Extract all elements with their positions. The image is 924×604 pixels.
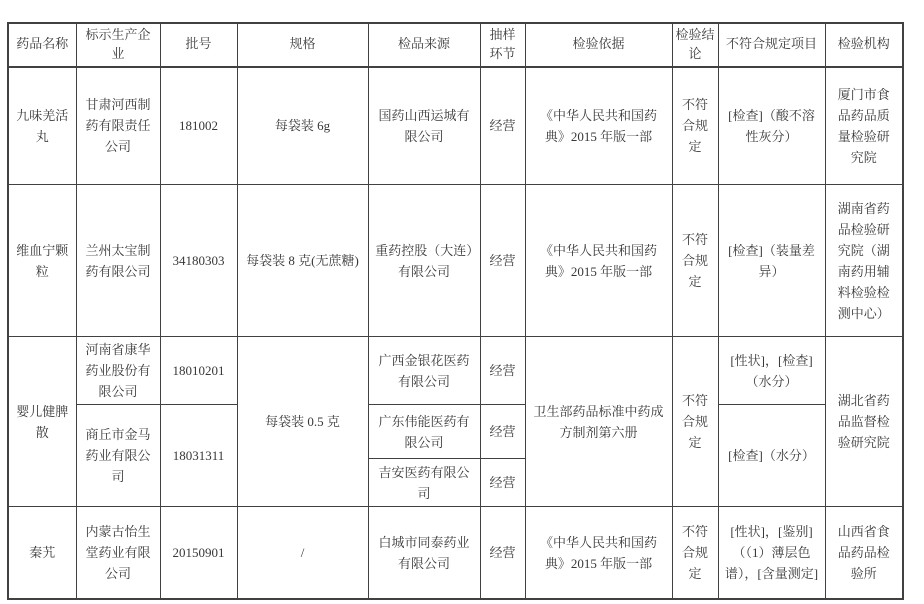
batch-no-cell: 18031311: [160, 405, 237, 507]
drug-inspection-table: [7, 22, 904, 600]
inspection-basis-cell: 《中华人民共和国药典》2015 年版一部: [525, 67, 672, 185]
column-header-sampling-stage: 抽样环节: [480, 23, 525, 67]
manufacturer-cell: 内蒙古怡生堂药业有限公司: [76, 507, 160, 599]
manufacturer-cell: 甘肃河西制药有限责任公司: [76, 67, 160, 185]
batch-no-cell: 18010201: [160, 337, 237, 405]
inspection-basis-cell: 《中华人民共和国药典》2015 年版一部: [525, 507, 672, 599]
sampling-stage-cell: 经营: [480, 185, 525, 337]
drug-name-cell: 秦艽: [8, 507, 76, 599]
sample-source-cell: 重药控股（大连）有限公司: [368, 185, 480, 337]
conclusion-cell: 不符合规定: [672, 67, 718, 185]
conclusion-cell: 不符合规定: [672, 507, 718, 599]
column-header-inspection-basis: 检验依据: [525, 23, 672, 67]
sample-source-cell: 广东伟能医药有限公司: [368, 405, 480, 459]
sampling-stage-cell: 经营: [480, 337, 525, 405]
sample-source-cell: 广西金银花医药有限公司: [368, 337, 480, 405]
institution-cell: 山西省食品药品检验所: [825, 507, 903, 599]
drug-name-cell: 九味羌活丸: [8, 67, 76, 185]
inspection-basis-cell: 卫生部药品标准中药成方制剂第六册: [525, 337, 672, 507]
institution-cell: 厦门市食品药品质量检验研究院: [825, 67, 903, 185]
column-header-batch-no: 批号: [160, 23, 237, 67]
batch-no-cell: 20150901: [160, 507, 237, 599]
institution-cell: 湖南省药品检验研究院（湖南药用辅料检验检测中心）: [825, 185, 903, 337]
sample-source-cell: 国药山西运城有限公司: [368, 67, 480, 185]
institution-cell: 湖北省药品监督检验研究院: [825, 337, 903, 507]
column-header-institution: 检验机构: [825, 23, 903, 67]
sampling-stage-cell: 经营: [480, 459, 525, 507]
column-header-sample-source: 检品来源: [368, 23, 480, 67]
sampling-stage-cell: 经营: [480, 405, 525, 459]
manufacturer-cell: 兰州太宝制药有限公司: [76, 185, 160, 337]
nonconforming-items-cell: [性状]，[检查]（水分）: [718, 337, 825, 405]
inspection-basis-cell: 《中华人民共和国药典》2015 年版一部: [525, 185, 672, 337]
column-header-specification: 规格: [237, 23, 368, 67]
conclusion-cell: 不符合规定: [672, 337, 718, 507]
drug-name-cell: 婴儿健脾散: [8, 337, 76, 507]
specification-cell: /: [237, 507, 368, 599]
table-row-yinger-jianpi-san-sub1: [8, 337, 903, 405]
nonconforming-items-cell: [检查]（装量差异）: [718, 185, 825, 337]
specification-cell: 每袋装 8 克(无蔗糖): [237, 185, 368, 337]
sample-source-cell: 吉安医药有限公司: [368, 459, 480, 507]
manufacturer-cell: 商丘市金马药业有限公司: [76, 405, 160, 507]
nonconforming-items-cell: [性状]，[鉴别]（（1）薄层色谱），[含量测定]: [718, 507, 825, 599]
specification-cell: 每袋装 6g: [237, 67, 368, 185]
nonconforming-items-cell: [检查]（酸不溶性灰分）: [718, 67, 825, 185]
conclusion-cell: 不符合规定: [672, 185, 718, 337]
column-header-manufacturer: 标示生产企业: [76, 23, 160, 67]
table-row-weixuening-keli: [8, 185, 903, 337]
batch-no-cell: 34180303: [160, 185, 237, 337]
sample-source-cell: 白城市同泰药业有限公司: [368, 507, 480, 599]
column-header-drug-name: 药品名称: [8, 23, 76, 67]
nonconforming-items-cell: [检查]（水分）: [718, 405, 825, 507]
table-row-yinger-jianpi-san-sub2: [8, 405, 903, 459]
drug-name-cell: 维血宁颗粒: [8, 185, 76, 337]
table-row-qinjiao: [8, 507, 903, 599]
column-header-conclusion: 检验结论: [672, 23, 718, 67]
sampling-stage-cell: 经营: [480, 507, 525, 599]
table-header-row: [8, 23, 903, 67]
specification-cell: 每袋装 0.5 克: [237, 337, 368, 507]
batch-no-cell: 181002: [160, 67, 237, 185]
column-header-nonconforming-items: 不符合规定项目: [718, 23, 825, 67]
manufacturer-cell: 河南省康华药业股份有限公司: [76, 337, 160, 405]
sampling-stage-cell: 经营: [480, 67, 525, 185]
table-row-jiuwei-qianghuo-wan: [8, 67, 903, 185]
